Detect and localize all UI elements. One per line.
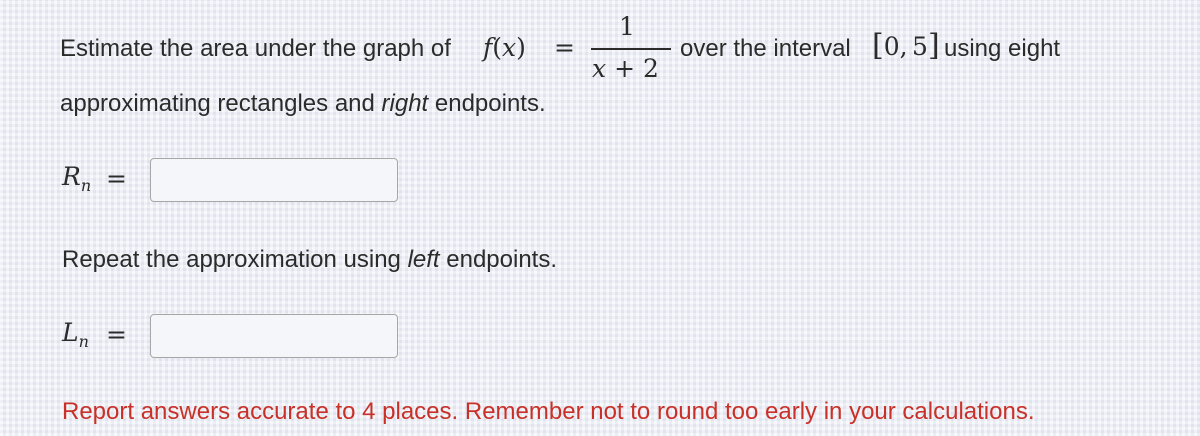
repeat-prefix: Repeat the approximation using <box>62 246 401 273</box>
right-sum-symbol: R <box>62 162 81 191</box>
interval-lower-bound: 0, <box>883 32 908 61</box>
function-close-paren: ) <box>516 33 526 62</box>
line2-prefix: approximating rectangles and <box>60 90 375 117</box>
left-sum-subscript: n <box>78 332 89 351</box>
left-sum-equals: = <box>106 320 127 349</box>
left-sum-label <box>62 318 89 351</box>
using-eight-text: using eight <box>944 35 1061 62</box>
right-sum-subscript: n <box>80 176 92 195</box>
fraction-denominator-rest: + 2 <box>614 54 659 83</box>
interval-text: over the interval <box>680 35 851 62</box>
repeat-instruction <box>62 246 557 274</box>
fraction-denominator <box>592 54 659 83</box>
right-emphasis: right <box>381 90 429 117</box>
interval-expression <box>872 28 940 63</box>
function-equals-sign: = <box>554 33 575 62</box>
function-expression <box>483 33 526 62</box>
fraction-numerator: 1 <box>619 12 635 41</box>
fraction-bar <box>591 48 671 50</box>
function-variable: x <box>502 33 517 62</box>
interval-open-bracket: [ <box>872 28 884 63</box>
left-sum-input[interactable] <box>150 314 398 358</box>
question-line-2 <box>60 90 546 118</box>
function-open-paren: ( <box>492 33 503 62</box>
question-intro-text: Estimate the area under the graph of <box>60 35 451 62</box>
right-sum-label <box>62 162 91 195</box>
accuracy-note: Report answers accurate to 4 places. Remember not to round too early in your calculations. <box>62 398 1035 425</box>
line2-suffix: endpoints. <box>434 90 546 117</box>
right-sum-equals: = <box>106 164 127 193</box>
interval-upper-bound: 5 <box>912 32 928 61</box>
left-sum-symbol: L <box>62 318 79 347</box>
right-sum-input[interactable] <box>150 158 398 202</box>
left-emphasis: left <box>407 246 440 273</box>
fraction-denominator-variable: x <box>592 54 607 83</box>
function-name: f <box>483 33 493 62</box>
repeat-suffix: endpoints. <box>446 246 558 273</box>
interval-close-bracket: ] <box>927 28 940 63</box>
